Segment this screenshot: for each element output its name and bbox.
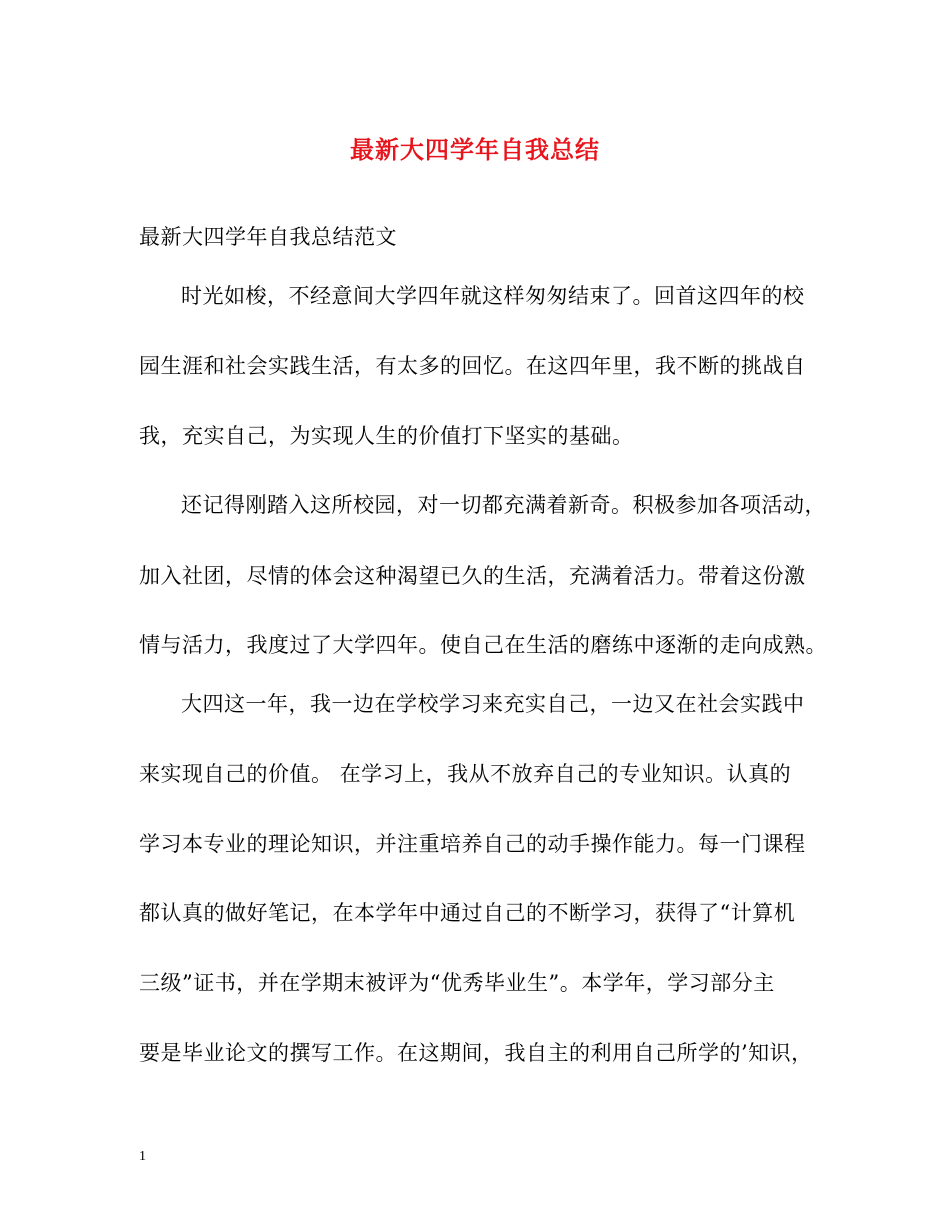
paragraph-3-line-1: 大四这一年，我一边在学校学习来充实自己，一边又在社会实践中 (181, 692, 805, 716)
paragraph-3-line-2: 来实现自己的价值。 在学习上，我从不放弃自己的专业知识。认真的 (139, 762, 792, 786)
paragraph-3-line-5: 三级”证书，并在学期末被评为“优秀毕业生”。本学年，学习部分主 (139, 971, 775, 995)
document-subtitle: 最新大四学年自我总结范文 (139, 225, 397, 249)
document-title: 最新大四学年自我总结 (350, 136, 600, 164)
paragraph-1-line-1: 时光如梭，不经意间大学四年就这样匆匆结束了。回首这四年的校 (181, 284, 805, 308)
paragraph-3-line-3: 学习本专业的理论知识，并注重培养自己的动手操作能力。每一门课程 (139, 832, 806, 856)
paragraph-2-line-2: 加入社团，尽情的体会这种渴望已久的生活，充满着活力。带着这份激 (139, 564, 806, 588)
paragraph-2-line-3: 情与活力，我度过了大学四年。使自己在生活的磨练中逐渐的走向成熟。 (139, 633, 827, 657)
paragraph-3-line-6: 要是毕业论文的撰写工作。在这期间，我自主的利用自己所学的’知识， (139, 1041, 813, 1065)
paragraph-1-line-2: 园生涯和社会实践生活，有太多的回忆。在这四年里，我不断的挑战自 (139, 354, 806, 378)
page-number: 1 (139, 1149, 146, 1164)
paragraph-3-line-4: 都认真的做好笔记，在本学年中通过自己的不断学习，获得了“计算机 (139, 901, 796, 925)
paragraph-1-line-3: 我，充实自己，为实现人生的价值打下坚实的基础。 (139, 424, 634, 448)
paragraph-2-line-1: 还记得刚踏入这所校园，对一切都充满着新奇。积极参加各项活动， (181, 493, 826, 517)
